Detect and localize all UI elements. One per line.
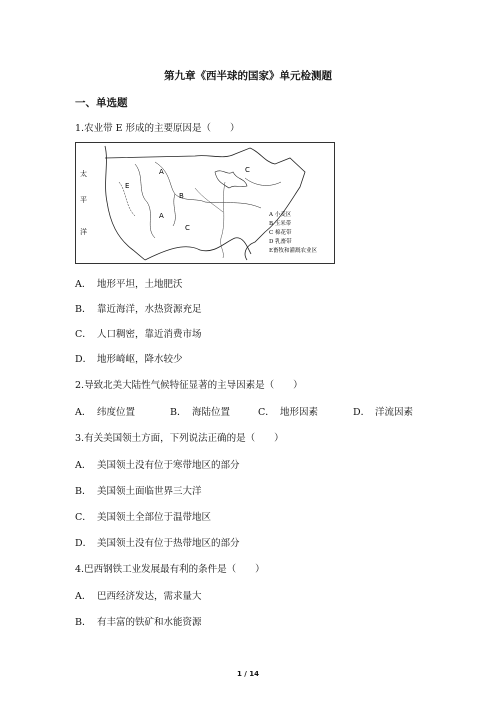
q4-option-a	[75, 588, 202, 602]
region-label-b: B	[179, 192, 184, 200]
option-text: 地形因素	[280, 407, 319, 418]
option-text: 地形平坦，土地肥沃	[97, 279, 183, 290]
q3-option-c	[75, 509, 211, 523]
option-letter: B．	[75, 486, 92, 497]
legend-item-b: B 玉米带	[269, 221, 292, 227]
question-4-text: 4.巴西钢铁工业发展最有利的条件是（ ）	[75, 564, 265, 575]
option-letter: B．	[75, 304, 92, 315]
ocean-label-3: 洋	[80, 228, 87, 236]
option-letter: A．	[75, 460, 92, 471]
q2-option-b	[170, 404, 230, 418]
q2-option-d	[353, 404, 413, 418]
region-label-c: C	[185, 224, 190, 232]
option-text: 美国领土没有位于寒带地区的部分	[97, 460, 240, 471]
option-text: 海陆位置	[192, 407, 231, 418]
q1-option-d	[75, 351, 183, 365]
q1-option-a	[75, 276, 183, 290]
region-label-a2: A	[159, 212, 164, 220]
option-letter: D．	[353, 407, 371, 418]
option-letter: D．	[75, 538, 93, 549]
option-text: 巴西经济发达，需求量大	[97, 591, 202, 602]
q2-option-c	[258, 404, 318, 418]
region-label-a1: A	[159, 168, 164, 176]
page-title: 第九章《西半球的国家》单元检测题	[164, 70, 332, 82]
question-3-text: 3.有关美国领土方面，下列说法正确的是（ ）	[75, 433, 284, 444]
question-2-text: 2.导致北美大陆性气候特征显著的主导因素是（ ）	[75, 380, 303, 391]
option-letter: A．	[75, 407, 92, 418]
option-text: 美国领土全部位于温带地区	[97, 512, 212, 523]
q1-option-c	[75, 326, 202, 340]
option-text: 有丰富的铁矿和水能资源	[97, 617, 202, 628]
option-text: 洋流因素	[375, 407, 414, 418]
option-letter: B．	[170, 407, 187, 418]
legend-item-e: E畜牧和灌溉农业区	[269, 248, 318, 254]
q1-option-b	[75, 301, 202, 315]
option-text: 人口稠密，靠近消费市场	[97, 329, 202, 340]
legend-item-c: C 棉花带	[269, 230, 292, 236]
option-letter: D．	[75, 354, 93, 365]
us-agriculture-map	[75, 142, 335, 264]
question-1-text: 1.农业带 E 形成的主要原因是（ ）	[75, 123, 240, 134]
q4-option-b	[75, 614, 202, 628]
option-letter: C．	[258, 407, 275, 418]
ocean-label-2: 平	[80, 196, 87, 204]
legend-item-d: D 乳畜带	[269, 239, 292, 245]
option-letter: C．	[75, 329, 92, 340]
q3-option-b	[75, 483, 202, 497]
region-label-e: E	[125, 182, 130, 190]
legend-item-a: A 小麦区	[269, 212, 292, 218]
region-label-d: C	[245, 166, 250, 174]
option-text: 靠近海洋，水热资源充足	[97, 304, 202, 315]
q3-option-a	[75, 457, 240, 471]
option-text: 地形崎岖，降水较少	[97, 354, 183, 365]
option-letter: A．	[75, 591, 92, 602]
page-number: 1 / 14	[236, 670, 260, 678]
q3-option-d	[75, 535, 240, 549]
option-letter: C．	[75, 512, 92, 523]
section-heading: 一、单选题	[75, 97, 128, 109]
option-text: 美国领土面临世界三大洋	[97, 486, 202, 497]
ocean-label-1: 太	[80, 170, 87, 178]
map-graphic	[75, 142, 335, 264]
option-letter: A．	[75, 279, 92, 290]
option-letter: B．	[75, 617, 92, 628]
q2-option-a	[75, 404, 135, 418]
option-text: 纬度位置	[97, 407, 136, 418]
option-text: 美国领土没有位于热带地区的部分	[97, 538, 240, 549]
